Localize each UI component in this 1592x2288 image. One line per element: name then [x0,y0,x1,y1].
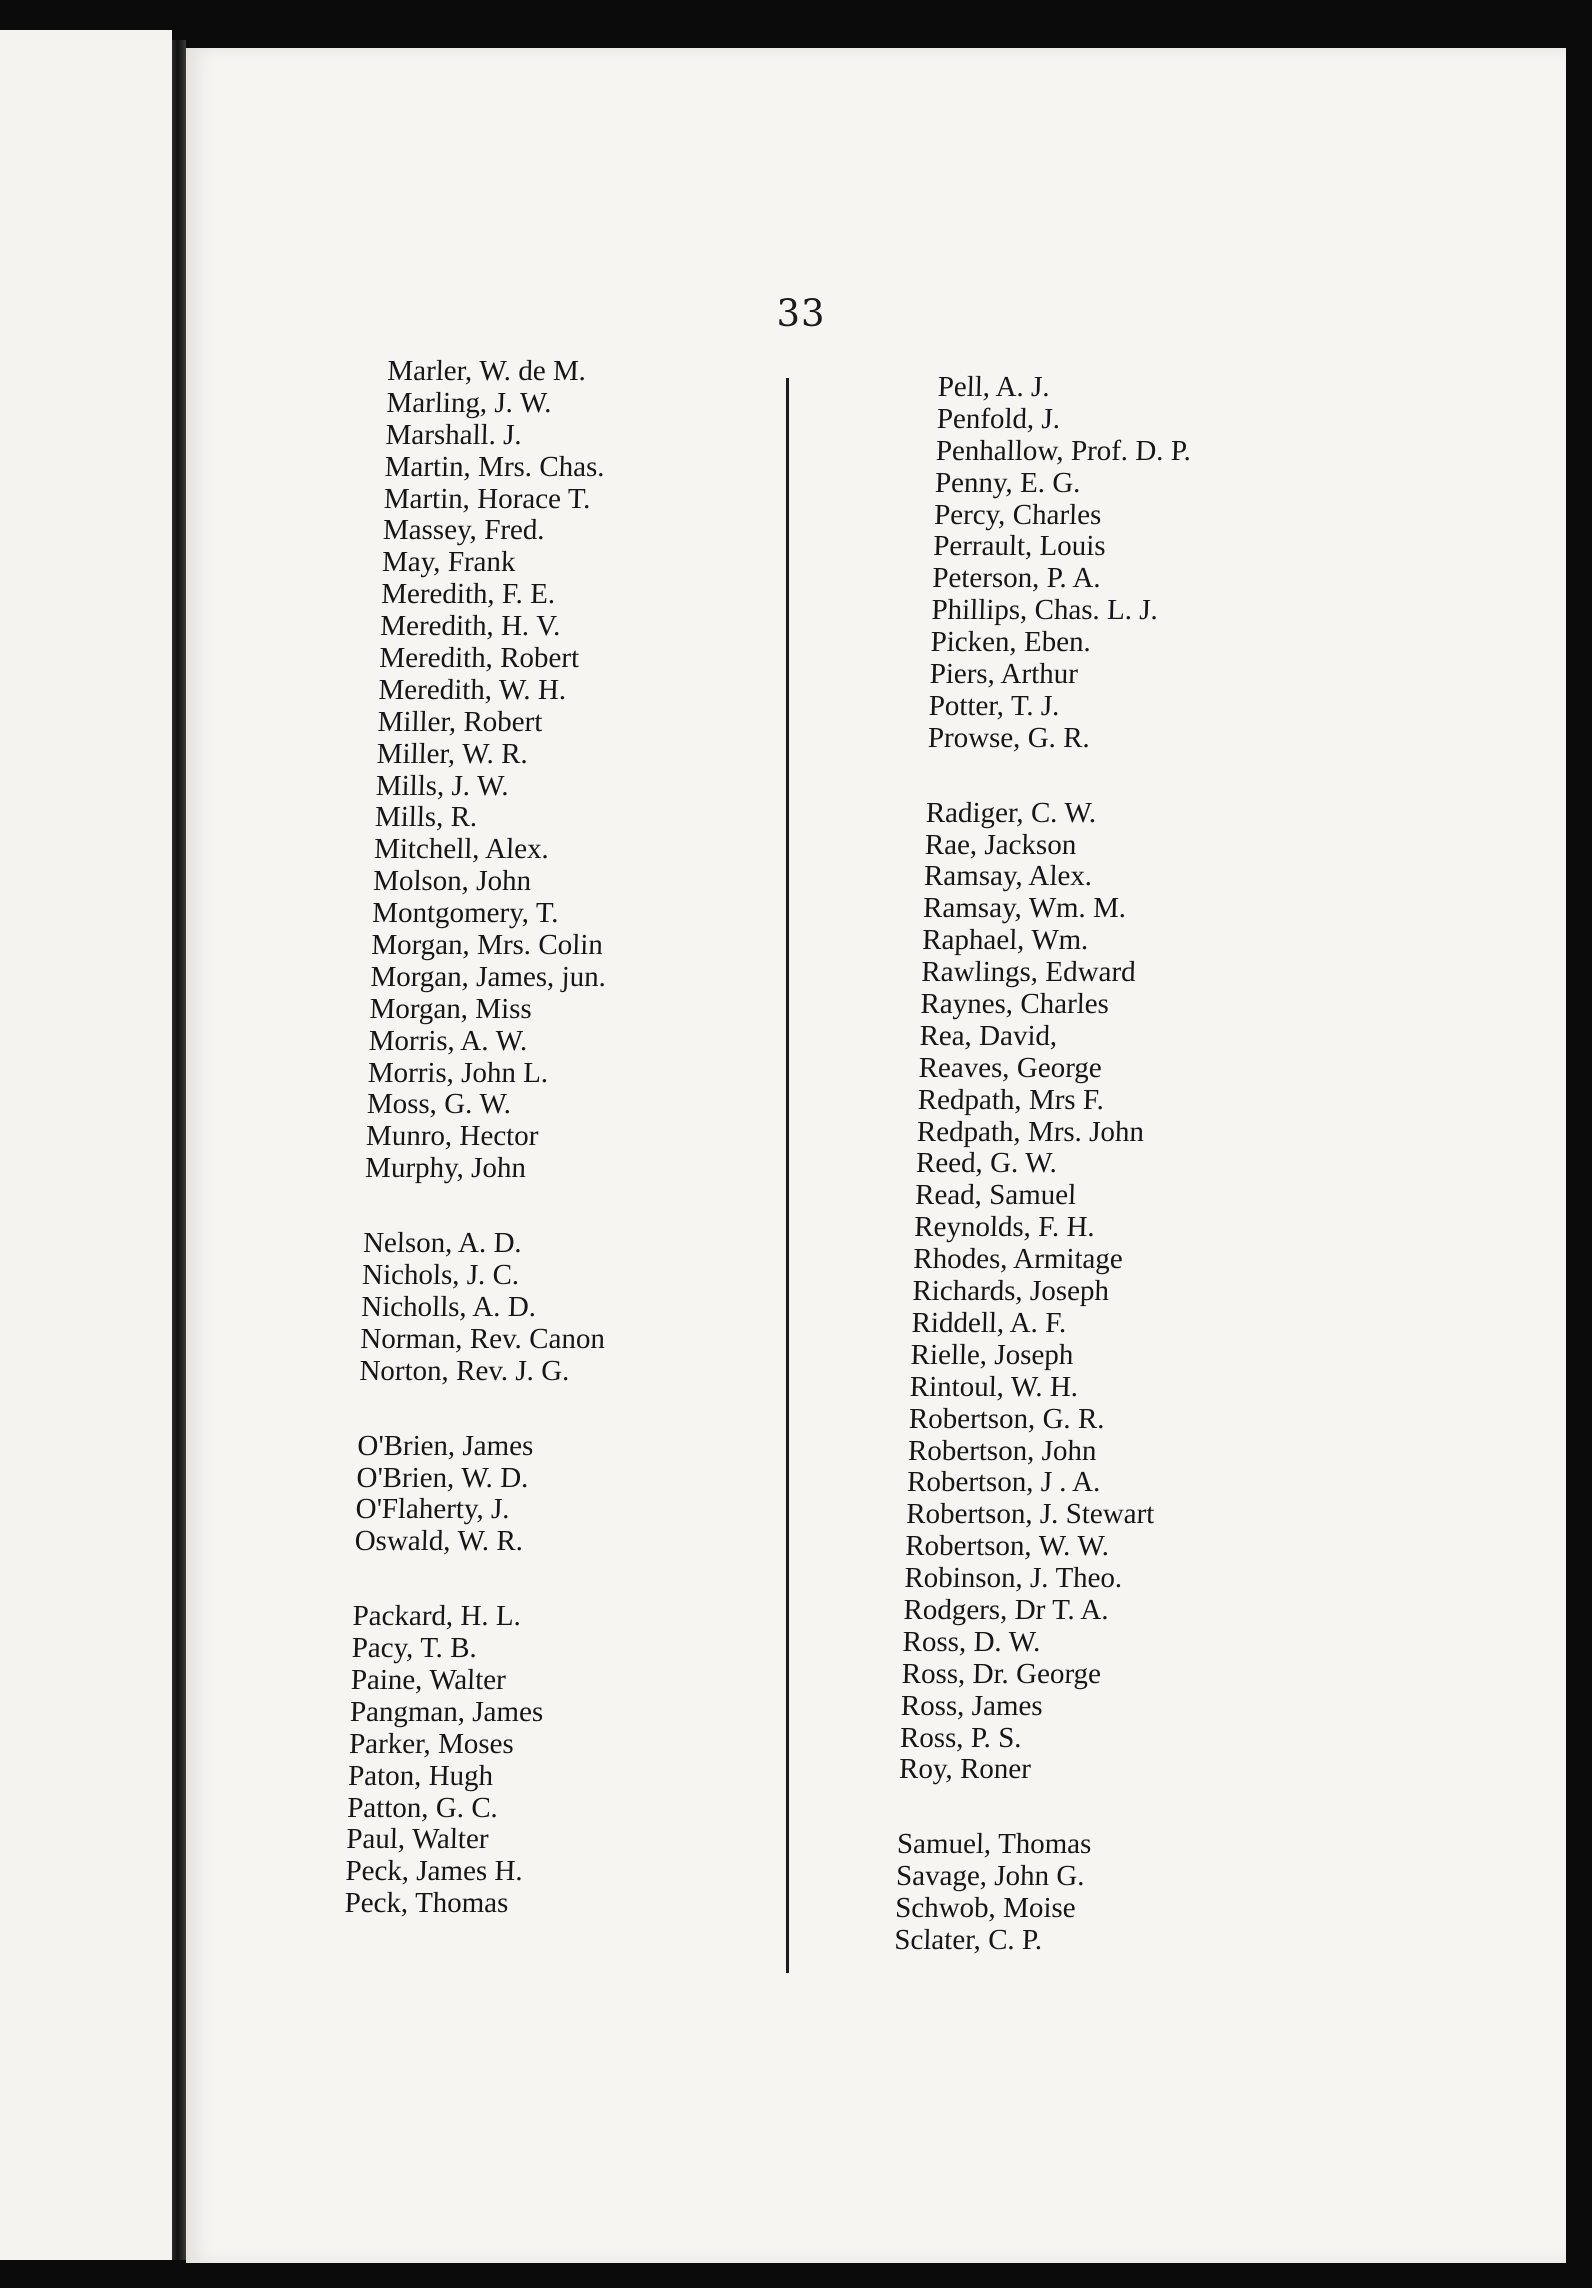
list-item: Parker, Moses [348,1727,515,1760]
list-item: Robertson, W. W. [904,1530,1110,1563]
previous-page-edge [0,30,172,2260]
list-item: Pangman, James [349,1695,544,1728]
list-item: Roy, Roner [898,1753,1032,1786]
list-item: Raphael, Wm. [921,924,1089,957]
document-page [186,48,1566,2263]
list-item: Reynolds, F. H. [913,1211,1096,1244]
list-item: Rielle, Joseph [910,1338,1074,1371]
list-item: Meredith, F. E. [380,578,556,611]
list-item: O'Brien, James [356,1429,534,1462]
list-item: Packard, H. L. [352,1600,522,1633]
list-item: Marling, J. W. [386,386,553,419]
list-item: Mills, J. W. [375,769,510,802]
list-item: Prowse, G. R. [927,721,1091,754]
list-item: Patton, G. C. [346,1791,499,1824]
list-item: Murphy, John [364,1152,527,1185]
book-binding-edge [172,40,186,2260]
list-item: Peck, Thomas [344,1887,509,1920]
list-item: Ross, P. S. [899,1721,1023,1754]
list-item: Norton, Rev. J. G. [359,1354,570,1387]
list-item: Munro, Hector [365,1120,539,1153]
list-item: Meredith, W. H. [378,673,567,706]
list-item: Rintoul, W. H. [909,1370,1079,1403]
list-item: Ramsay, Wm. M. [922,892,1127,925]
list-item: Pacy, T. B. [351,1632,478,1665]
list-item: Penhallow, Prof. D. P. [935,434,1192,467]
list-item: Radiger, C. W. [925,796,1097,829]
page-number: 33 [776,292,826,335]
list-item: Nicholls, A. D. [360,1290,537,1323]
list-item: Reed, G. W. [915,1147,1058,1180]
section-gap [353,1558,599,1601]
list-item: Norman, Rev. Canon [359,1322,606,1355]
list-item: Montgomery, T. [371,897,560,930]
section-gap [897,1786,1153,1829]
list-item: Schwob, Moise [894,1892,1077,1925]
list-item: O'Flaherty, J. [355,1493,511,1526]
list-item: Samuel, Thomas [896,1828,1092,1861]
list-item: Meredith, Robert [378,642,580,675]
list-item: Robertson, J . A. [906,1466,1101,1499]
list-item: Martin, Mrs. Chas. [384,450,606,483]
list-item: Richards, Joseph [912,1275,1110,1308]
list-item: Mills, R. [374,801,478,834]
list-item: Ramsay, Alex. [923,860,1093,893]
list-item: Potter, T. J. [928,689,1060,722]
list-item: Ross, Dr. George [901,1657,1102,1690]
list-item: Massey, Fred. [382,514,546,547]
list-item: Rodgers, Dr T. A. [903,1593,1110,1626]
list-item: Robinson, J. Theo. [903,1562,1123,1595]
list-item: O'Brien, W. D. [356,1461,529,1494]
section-gap [358,1388,604,1431]
list-item: Morgan, James, jun. [370,960,607,993]
list-item: Moss, G. W. [366,1088,512,1121]
list-item: Paul, Walter [345,1823,489,1856]
column-divider-rule [786,378,789,1973]
list-item: Marler, W. de M. [386,355,587,387]
list-item: Rhodes, Armitage [912,1243,1124,1276]
list-item: Read, Samuel [914,1179,1077,1212]
list-item: Picken, Eben. [930,626,1092,659]
list-item: May, Frank [381,546,516,579]
list-item: Rawlings, Edward [920,956,1137,989]
list-item: Morgan, Mrs. Colin [370,929,604,962]
list-item: Paine, Walter [350,1663,507,1696]
list-item: Robertson, J. Stewart [905,1498,1155,1531]
list-item: Martin, Horace T. [383,482,591,515]
list-item: Nelson, A. D. [362,1227,523,1260]
list-item: Pell, A. J. [937,371,1051,403]
list-item: Oswald, W. R. [354,1525,524,1558]
list-item: Rae, Jackson [924,828,1077,861]
list-item: Savage, John G. [895,1860,1086,1893]
list-item: Phillips, Chas. L. J. [931,594,1159,627]
section-gap [363,1185,609,1228]
list-item: Sclater, C. P. [893,1923,1043,1956]
list-item: Rea, David, [919,1019,1058,1052]
list-item: Redpath, Mrs F. [917,1083,1105,1116]
section-gap [926,755,1182,798]
list-item: Robertson, G. R. [908,1402,1106,1435]
list-item: Paton, Hugh [347,1759,494,1792]
list-item: Piers, Arthur [929,658,1079,691]
list-item: Perrault, Louis [932,530,1107,563]
list-item: Miller, Robert [377,705,543,738]
list-item: Peterson, P. A. [931,562,1102,595]
name-list-left-column [344,356,632,1920]
list-item: Riddell, A. F. [911,1306,1067,1339]
name-list-right-column [894,372,1193,1957]
list-item: Robertson, John [907,1434,1097,1467]
list-item: Redpath, Mrs. John [916,1115,1145,1148]
list-item: Miller, W. R. [376,737,529,770]
list-item: Morris, John L. [367,1056,549,1089]
list-item: Mitchell, Alex. [373,833,550,866]
list-item: Raynes, Charles [920,988,1110,1021]
list-item: Penny, E. G. [934,466,1082,499]
list-item: Molson, John [372,865,532,898]
list-item: Nichols, J. C. [361,1259,520,1292]
list-item: Morris, A. W. [368,1024,528,1057]
list-item: Marshall. J. [385,418,523,451]
list-item: Meredith, H. V. [379,610,561,643]
list-item: Penfold, J. [936,402,1061,435]
list-item: Morgan, Miss [369,992,533,1025]
list-item: Ross, D. W. [902,1625,1041,1658]
list-item: Ross, James [900,1689,1044,1722]
list-item: Peck, James H. [345,1855,524,1888]
list-item: Reaves, George [918,1051,1103,1084]
list-item: Percy, Charles [933,498,1102,531]
